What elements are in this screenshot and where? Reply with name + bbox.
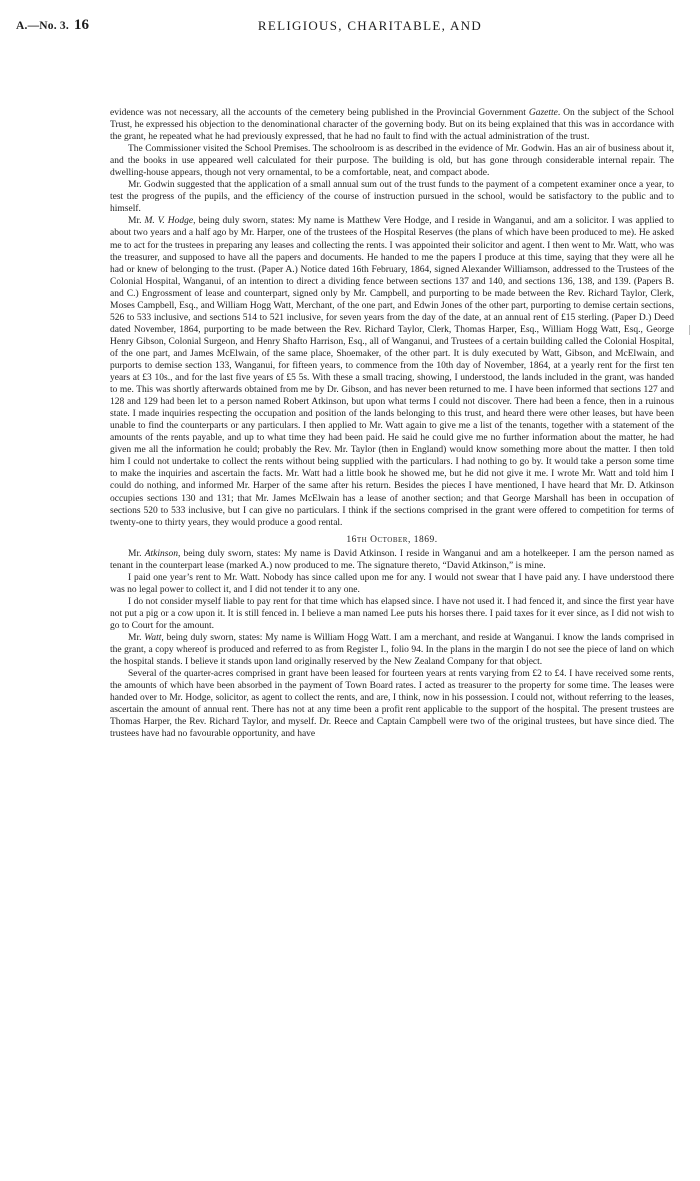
text-run: evidence was not necessary, all the accounts of the cemetery being published in the Provincial Government — [110, 108, 529, 118]
paragraph: Several of the quarter-acres comprised in grant have been leased for fourteen years at rents varying from £2 to £4. I have received some rents, the amounts of which have been absorbed in the payment of Town Board rates. I acted as treasurer to the property for some time. The leases were handed over to Mr. Hodge, solicitor, as agent to collect the rents, and are, I think, now in his possession. I could not, without referring to the leases, ascertain the amount of annual rent. There has not at any time been a profit rent applicable to the support of the hospital. The present trustees are Thomas Harper, the Rev. Richard Taylor, and myself. Dr. Reece and Captain Campbell were two of the original trustees, but have since died. The trustees have had no favourable opportunity, and have — [110, 669, 674, 740]
document-reference: A.—No. 3. — [16, 20, 69, 32]
paragraph — [110, 215, 674, 528]
witness-name: M. V. Hodge — [144, 216, 194, 227]
text-run: , being duly sworn, states: My name is David Atkinson. I reside in Wanganui and am a hotelkeeper. I am the person named as tenant in the counterpart lease (marked A.) now produced to me. The signature thereto, “David Atkinson,” is mine. — [110, 548, 675, 571]
page-header — [0, 14, 700, 40]
paragraph — [110, 107, 674, 143]
paragraph — [110, 548, 674, 572]
date-heading: 16th October, 1869. — [346, 534, 438, 545]
paragraph — [110, 632, 674, 668]
paragraph: I do not consider myself liable to pay rent for that time which has elapsed since. I have not used it. I had fenced it, and since the first year have not put a pig or a cow upon it. It is still fenced in. I believe a man named Lee puts his horses there. I paid taxes for it ever since, as I did not wish to go to Court for the amount. — [110, 596, 674, 631]
text-run: , being duly sworn, states: My name is Matthew Vere Hodge, and I reside in Wanganui, and am a solicitor. I was applied to about two years and a half ago by Mr. Harper, one of the trustees of the Hospital Reserves (the plans of which have been produced to me). He asked me to act for the trustees in preparing any leases and collecting the rents. I was appointed their solicitor and agent. I then went to Mr. Watt, who was the treasurer, and supposed to have all the papers and documents. He handed to me the papers I produce at this time, saying that they were all he had or knew of belonging to the trust. (Paper A.) Notice dated 16th February, 1864, signed Alexander Williamson, addressed to the Trustees of the Colonial Hospital, Wanganui, of an intention to direct a dividing fence between sections 137 and 140, and sections 136, 138, and 139. (Papers B. and C.) Engrossment of lease and counterpart, signed only by Mr. Campbell, and purporting to be made between the Rev. Richard Taylor, Clerk, Moses Campbell, Esq., and William Hogg Watt, Merchant, of the one part, and Edwin Jones of the other part, purporting to demise certain sections, 526 to 533 inclusive, and sections 514 to 521 inclusive, for seven years from the day of the date, at an annual rent of £15 sterling. (Paper D.) Deed dated November, 1864, purporting to be made between the Rev. Richard Taylor, Clerk, Thomas Harper, Esq., William Hogg Watt, Esq., George Henry Gibson, Colonial Surgeon, and Henry Shafto Harrison, Esq., all of Wanganui, and Trustees of a certain building called the Colonial Hospital, of the one part, and James McElwain, of the same place, Shoemaker, of the other part. It is duly executed by Watt, Gibson, and McElwain, and purports to demise section 133, Wanganui, for fifteen years, to commence from the 10th day of November, 1864, at a yearly rent for the first ten years at £3 10s., and for the last five years of £5 5s. With these a small tracing, showing, I understood, the lands included in the grant, was handed to me. This was shortly afterwards obtained from me by Dr. Gibson, and has never been returned to me. I have been informed that sections 127 and 128 and 129 had been let to a person named Robert Atkinson, but upon what terms I could not discover. There had been a fence, then in a ruinous state. I made inquiries respecting the occupation and position of the lands belonging to this trust, and heard there were other leases, but have been unable to find the counterparts or any particulars. I then applied to Mr. Watt again to give me a list of the tenants, together with a statement of the amounts of the rents payable, and up to what time they had been paid. He said he could give me no further information about the matter, he had given me all the information he could; probably the Rev. Mr. Taylor (then in England) would know something more about the matter. I then told him I could not undertake to collect the rents without being supplied with the particulars. I had nothing to go by. It would take a person some time to make the inquiries and ascertain the facts. Mr. Watt had a little book he showed me, but he did not give it me. I wrote Mr. Watt and told him I could do nothing, and informed Mr. Harper of the same after his return. Besides the pieces I have mentioned, I have heard that Mr. D. Atkinson occupies sections 130 and 131; that Mr. James McElwain has a lease of another section; and that George Marshall has been in occupation of sections 520 to 533 inclusive, but I can give no particulars. I think if the sections comprised in the grant were offered to competition for terms of twenty-one to thirty years, they would produce a good rental. — [110, 216, 674, 528]
text-run: Mr. — [128, 216, 145, 227]
paragraph: The Commissioner visited the School Premises. The schoolroom is as described in the evidence of Mr. Godwin. Has an air of business about it, and the books in use appeared well calculated for their purpose. The building is old, but has gone through considerable internal repair. The dwelling-house appears, though not very ornamental, to be a comfortable, neat, and compact abode. — [110, 144, 674, 179]
margin-mark — [689, 325, 690, 335]
witness-name: Watt — [144, 633, 162, 644]
paragraph: Mr. Godwin suggested that the application of a small annual sum out of the trust funds to the payment of a competent examiner once a year, to test the progress of the pupils, and the efficiency of the course of instruction pursued in the school, would be satisfactory to the public and to himself. — [110, 180, 674, 215]
witness-name: Atkinson — [144, 548, 178, 559]
text-run: , being duly sworn, states: My name is William Hogg Watt. I am a merchant, and reside at Wanganui. I know the lands comprised in the grant, a copy whereof is produced and referred to as from Register I., folio 94. In the plans in the margin I do not see the piece of land on which the hospital stands. I believe it stands upon land originally reserved by the New Zealand Company for that object. — [110, 633, 674, 668]
text-run: Mr. — [128, 548, 145, 559]
italic-text: Gazette — [528, 108, 558, 118]
paragraph: I paid one year’s rent to Mr. Watt. Nobody has since called upon me for any. I would not swear that I have paid any. I have understood there was no legal power to collect it, and I did not tender it to any one. — [110, 572, 674, 595]
running-title: RELIGIOUS, CHARITABLE, AND — [257, 18, 483, 33]
page-number: 16 — [74, 17, 89, 33]
body-text — [110, 107, 674, 740]
text-run: . On the subject of the School Trust, he expressed his objection to the denominational character of the governing body. But on its being explained that this was in accordance with the grant, he repeated what he had previously expressed, that he had no fault to find with the actual administration of the trust. — [110, 108, 674, 143]
text-run: Mr. — [128, 633, 145, 644]
